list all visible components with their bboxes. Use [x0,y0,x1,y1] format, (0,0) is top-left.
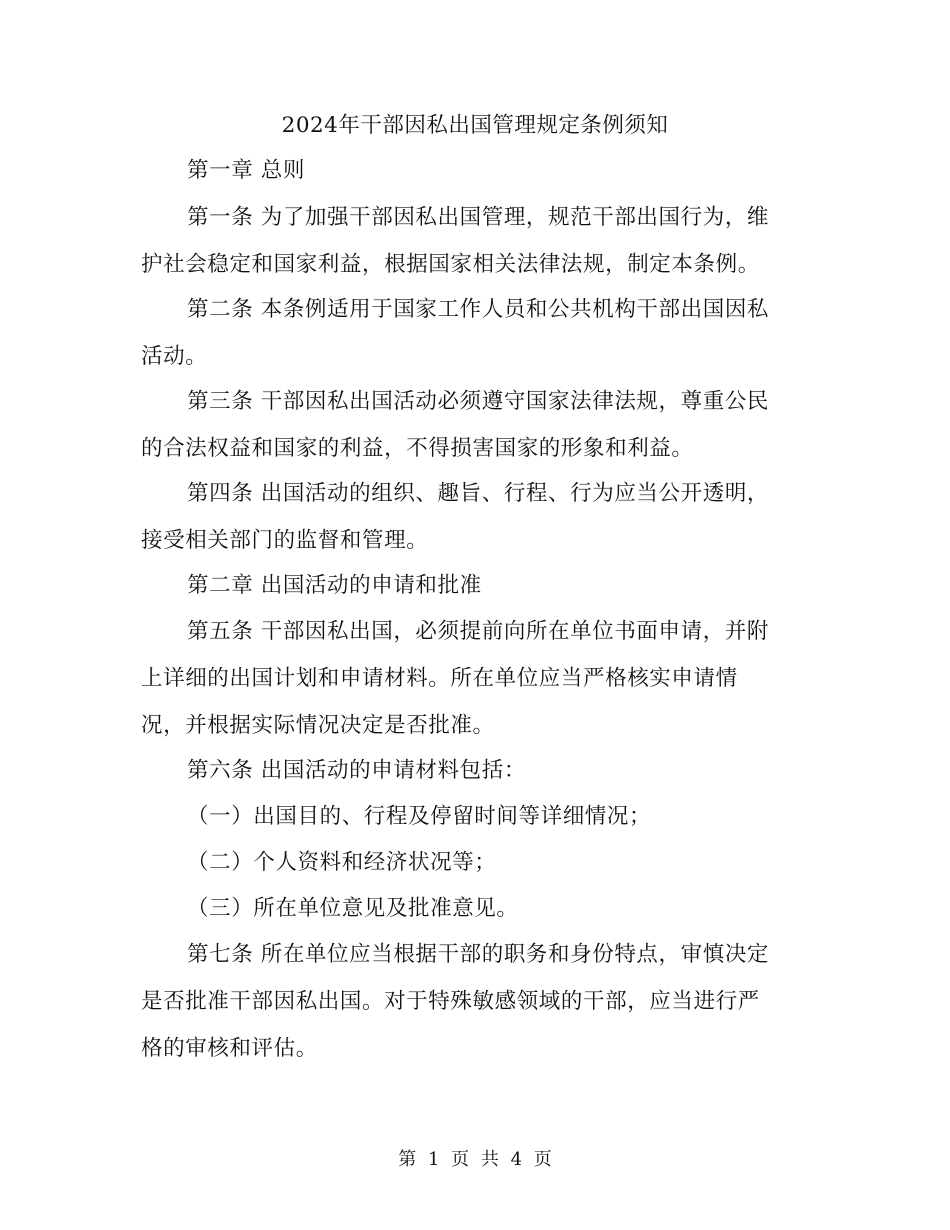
list-item: （一）出国目的、行程及停留时间等详细情况； [187,804,652,829]
article-line: 第一条 为了加强干部因私出国管理，规范干部出国行为，维 [187,205,770,230]
article-line: 的合法权益和国家的利益，不得损害国家的形象和利益。 [141,436,694,461]
article-line: 护社会稳定和国家利益，根据国家相关法律法规，制定本条例。 [141,252,760,277]
article-line: 第二条 本条例适用于国家工作人员和公共机构干部出国因私 [187,297,770,322]
article-2 [141,286,809,380]
article-line: 格的审核和评估。 [141,1036,318,1061]
article-3 [141,378,809,472]
chapter-heading-2 [141,562,809,609]
article-line: 上详细的出国计划和申请材料。所在单位应当严格核实申请情 [141,666,738,691]
article-line: 况，并根据实际情况决定是否批准。 [141,713,495,738]
chapter-heading-1 [141,147,809,194]
article-line: 第五条 干部因私出国，必须提前向所在单位书面申请，并附 [187,619,770,644]
list-item: （三）所在单位意见及批准意见。 [187,896,519,921]
article-4 [141,470,809,564]
article-line: 第六条 出国活动的申请材料包括： [187,758,526,783]
article-line: 第七条 所在单位应当根据干部的职务和身份特点，审慎决定 [187,942,770,967]
article-line: 第三条 干部因私出国活动必须遵守国家法律法规，尊重公民 [187,389,770,414]
chapter-heading-text: 第二章 出国活动的申请和批准 [187,573,482,598]
list-item: （二）个人资料和经济状况等； [187,850,497,875]
page-number-footer: 第 1 页 共 4 页 [398,1149,552,1170]
article-line: 接受相关部门的监督和管理。 [141,528,429,553]
document-title: 2024年干部因私出国管理规定条例须知 [281,113,669,138]
article-line: 第四条 出国活动的组织、趣旨、行程、行为应当公开透明， [187,481,770,506]
article-6 [141,747,809,794]
article-7 [141,931,809,1072]
article-line: 活动。 [141,344,208,369]
article-line: 是否批准干部因私出国。对于特殊敏感领域的干部，应当进行严 [141,989,760,1014]
article-5 [141,608,809,749]
chapter-heading-text: 第一章 总则 [187,158,305,183]
article-1 [141,194,809,288]
